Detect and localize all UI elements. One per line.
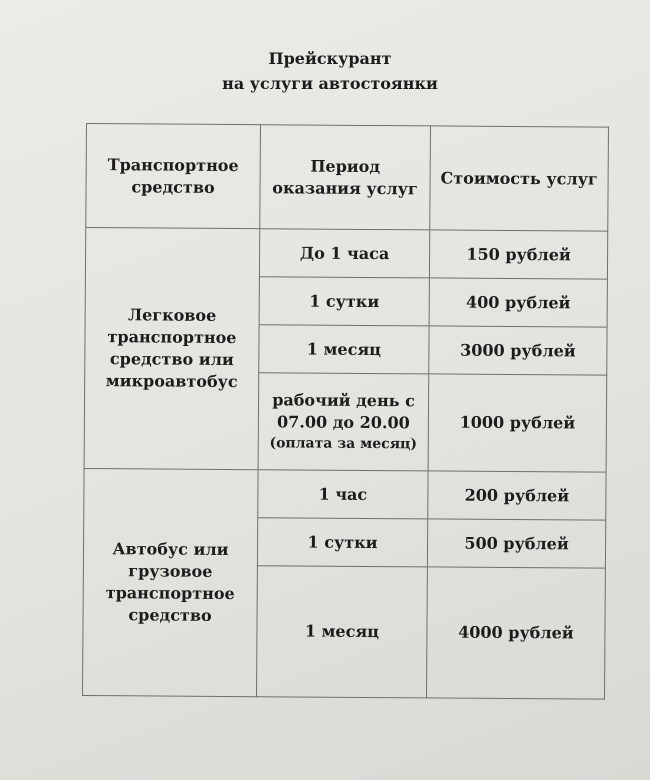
cost-cell: 3000 рублей [429, 326, 607, 375]
price-table [82, 123, 609, 700]
vehicle-car: Легковое транспортное средство или микроавтобус [84, 228, 260, 470]
title-line-1: Прейскурант [268, 49, 392, 68]
cost-cell: 4000 рублей [426, 567, 605, 699]
cost-cell: 500 рублей [427, 519, 605, 568]
cost-cell: 150 рублей [429, 230, 607, 279]
header-cost: Стоимость услуг [430, 126, 609, 231]
vehicle-bus-truck: Автобус или грузовое транспортное средство [83, 468, 259, 696]
cost-cell: 1000 рублей [428, 374, 607, 472]
period-cell [258, 373, 429, 471]
period-note: (оплата за месяц) [269, 435, 418, 453]
period-cell: 1 месяц [259, 325, 429, 374]
header-vehicle: Транспортное средство [86, 124, 261, 229]
price-list-title [0, 46, 650, 96]
table-row [84, 468, 606, 520]
period-cell: 1 сутки [257, 518, 427, 567]
cost-cell: 200 рублей [428, 471, 606, 520]
table-header-row [86, 124, 609, 232]
table-row [85, 228, 607, 280]
period-cell: До 1 часа [259, 229, 429, 278]
period-cell: 1 час [258, 470, 428, 519]
header-period: Период оказания услуг [260, 125, 431, 230]
period-cell: 1 сутки [259, 277, 429, 326]
cost-cell: 400 рублей [429, 278, 607, 327]
period-cell: 1 месяц [256, 566, 427, 698]
period-text: рабочий день с 07.00 до 20.00 [272, 390, 415, 433]
title-line-2: на услуги автостоянки [222, 74, 438, 93]
